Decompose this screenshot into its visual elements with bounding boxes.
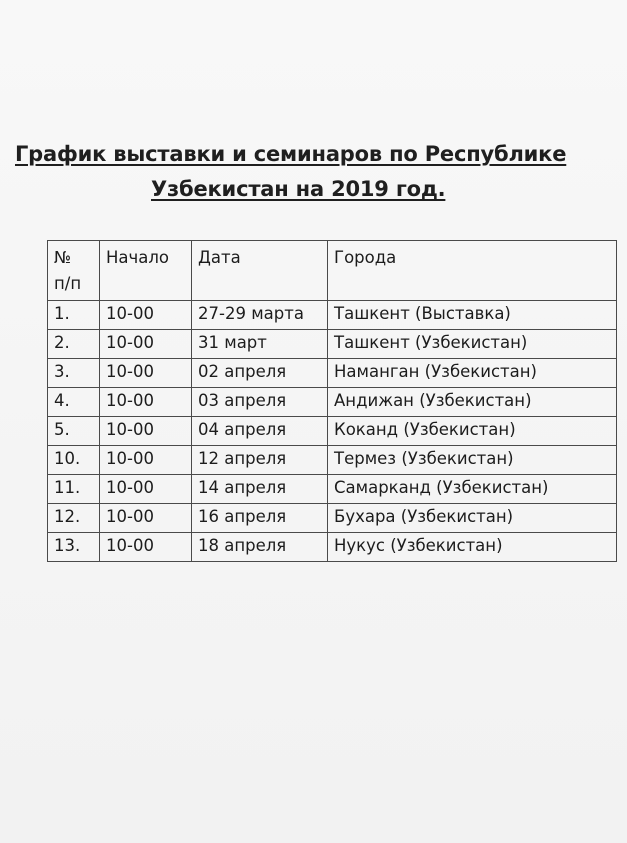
- cell-number: 2.: [48, 330, 100, 359]
- cell-date: 31 март: [192, 330, 328, 359]
- cell-start: 10-00: [100, 359, 192, 388]
- header-number-line-1: №: [54, 248, 72, 267]
- table-row: [48, 446, 617, 475]
- cell-city: Ташкент (Выставка): [328, 301, 617, 330]
- document-title-line-1: График выставки и семинаров по Республике: [15, 142, 567, 166]
- cell-number: 5.: [48, 417, 100, 446]
- cell-date: 03 апреля: [192, 388, 328, 417]
- cell-number: 1.: [48, 301, 100, 330]
- table-row: [48, 504, 617, 533]
- cell-number: 10.: [48, 446, 100, 475]
- cell-start: 10-00: [100, 475, 192, 504]
- cell-date: 14 апреля: [192, 475, 328, 504]
- cell-start: 10-00: [100, 417, 192, 446]
- header-number-line-2: п/п: [54, 274, 82, 293]
- cell-date: 27-29 марта: [192, 301, 328, 330]
- header-cities: Города: [328, 241, 617, 301]
- table-header-row: [48, 241, 617, 301]
- cell-date: 12 апреля: [192, 446, 328, 475]
- cell-number: 13.: [48, 533, 100, 562]
- cell-city: Бухара (Узбекистан): [328, 504, 617, 533]
- cell-date: 16 апреля: [192, 504, 328, 533]
- cell-city: Самарканд (Узбекистан): [328, 475, 617, 504]
- table-row: [48, 359, 617, 388]
- cell-start: 10-00: [100, 330, 192, 359]
- document-title-line-2: Узбекистан на 2019 год.: [151, 177, 446, 201]
- cell-number: 4.: [48, 388, 100, 417]
- cell-start: 10-00: [100, 446, 192, 475]
- table-row: [48, 330, 617, 359]
- cell-number: 3.: [48, 359, 100, 388]
- cell-city: Андижан (Узбекистан): [328, 388, 617, 417]
- cell-city: Нукус (Узбекистан): [328, 533, 617, 562]
- table-row: [48, 417, 617, 446]
- header-date: Дата: [192, 241, 328, 301]
- table-row: [48, 388, 617, 417]
- cell-start: 10-00: [100, 533, 192, 562]
- cell-start: 10-00: [100, 388, 192, 417]
- header-start: Начало: [100, 241, 192, 301]
- table-row: [48, 475, 617, 504]
- schedule-table: [47, 240, 617, 562]
- cell-number: 11.: [48, 475, 100, 504]
- table-row: [48, 533, 617, 562]
- header-number: [48, 241, 100, 301]
- cell-city: Ташкент (Узбекистан): [328, 330, 617, 359]
- cell-start: 10-00: [100, 504, 192, 533]
- cell-date: 02 апреля: [192, 359, 328, 388]
- cell-date: 04 апреля: [192, 417, 328, 446]
- cell-date: 18 апреля: [192, 533, 328, 562]
- table-row: [48, 301, 617, 330]
- cell-city: Термез (Узбекистан): [328, 446, 617, 475]
- cell-city: Наманган (Узбекистан): [328, 359, 617, 388]
- cell-start: 10-00: [100, 301, 192, 330]
- cell-number: 12.: [48, 504, 100, 533]
- cell-city: Коканд (Узбекистан): [328, 417, 617, 446]
